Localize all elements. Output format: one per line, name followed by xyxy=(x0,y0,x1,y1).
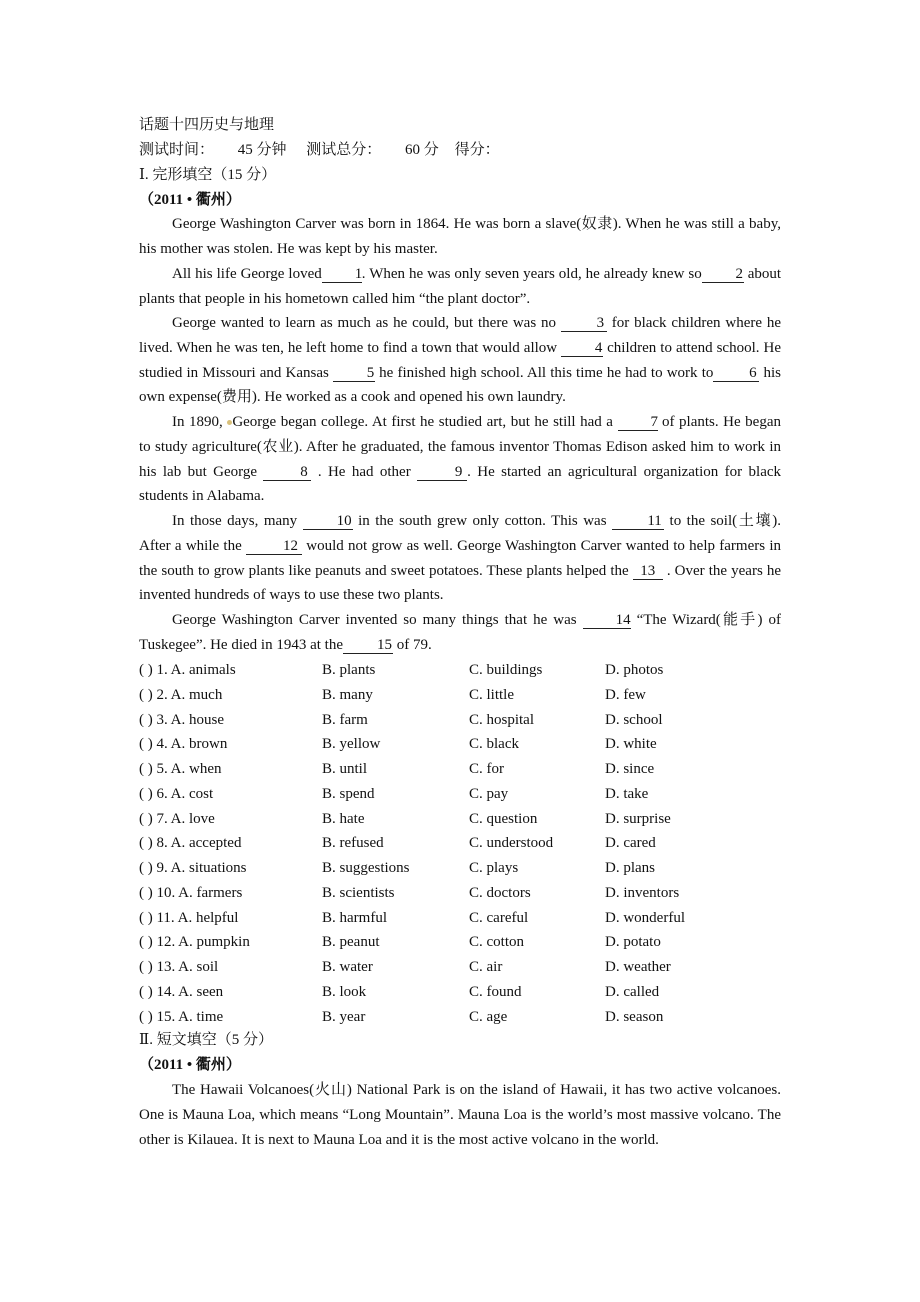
question-5-option-d: D. since xyxy=(605,761,655,777)
question-4-option-b: B. yellow xyxy=(322,736,381,753)
blank-9: 9 xyxy=(417,464,467,481)
question-10-option-d: D. inventors xyxy=(605,884,680,901)
section1-source: （2011 • 衢州） xyxy=(139,192,241,208)
question-7-option-c: C. question xyxy=(469,810,538,827)
question-2-option-d: D. few xyxy=(605,686,646,703)
paragraph-3: George wanted to learn as much as he could, but there was no 3 for black children where he lived. When he was ten, he left home to find a town that would allow 4 children to attend school. He studied in Missouri and Kansas 5 he finished high school. All this time he had to work to 6 his own expense(费用). He worked as a cook and opened his own laundry. xyxy=(139,315,782,406)
blank-8: 8 xyxy=(263,464,311,481)
blank-12: 12 xyxy=(246,538,302,555)
question-15-option-d: D. season xyxy=(605,1008,664,1025)
question-13-option-b: B. water xyxy=(322,959,373,975)
question-9-option-a: ( ) 9. A. situations xyxy=(139,860,247,876)
question-1-option-a: ( ) 1. A. animals xyxy=(139,662,236,678)
question-9-option-c: C. plays xyxy=(469,860,519,876)
question-12-option-d: D. potato xyxy=(605,934,661,951)
time-label: 测试时间： xyxy=(139,142,215,158)
question-7-option-b: B. hate xyxy=(322,810,365,827)
question-4-option-c: C. black xyxy=(469,736,519,753)
paragraph-4: In 1890, George began college. At first he studied art, but he still had a 7 of plants. He began to study agriculture(农业). After he graduated, the famous inventor Thomas Edison asked him to work in his lab but George 8 . He had other 9 . He started an agricultural organization for black students in Alabama. xyxy=(139,414,782,505)
blank-11: 11 xyxy=(612,513,664,530)
question-14-option-c: C. found xyxy=(469,983,522,1000)
question-3-option-a: ( ) 3. A. house xyxy=(139,711,224,728)
question-8-option-c: C. understood xyxy=(469,835,554,852)
question-6-option-c: C. pay xyxy=(469,785,509,802)
blank-13: 13 xyxy=(633,563,663,580)
question-5-option-a: ( ) 5. A. when xyxy=(139,761,222,777)
question-4-option-a: ( ) 4. A. brown xyxy=(139,736,228,753)
section2-source: （2011 • 衢州） xyxy=(139,1057,241,1073)
time-value: 45 分钟 xyxy=(237,142,287,158)
blank-14: 14 xyxy=(583,612,631,629)
question-4-option-d: D. white xyxy=(605,736,657,753)
blank-5: 5 xyxy=(333,365,375,382)
score-label: 得分： xyxy=(454,142,500,158)
question-5-option-c: C. for xyxy=(469,761,504,777)
question-14-option-d: D. called xyxy=(605,983,660,1000)
question-14-option-a: ( ) 14. A. seen xyxy=(139,983,224,1000)
question-13-option-a: ( ) 13. A. soil xyxy=(139,959,219,975)
question-15-option-a: ( ) 15. A. time xyxy=(139,1008,224,1025)
section1-title: Ⅰ. 完形填空（15 分） xyxy=(139,167,277,183)
question-1-option-d: D. photos xyxy=(605,662,664,678)
question-9-option-b: B. suggestions xyxy=(322,860,410,876)
question-11-option-d: D. wonderful xyxy=(605,909,685,926)
question-10-option-c: C. doctors xyxy=(469,884,531,901)
blank-2: 2 xyxy=(702,266,744,283)
blank-3: 3 xyxy=(561,315,607,332)
question-8-option-a: ( ) 8. A. accepted xyxy=(139,835,242,852)
paragraph-5: In those days, many 10 in the south grew only cotton. This was 11 to the soil(土壤). After a while the 12 would not grow as well. George Washington Carver wanted to help farmers in the south to grow plants like peanuts and sweet potatoes. These plants helped the 13 . Over the years he invented hundreds of ways to use these two plants. xyxy=(139,513,782,604)
question-3-option-b: B. farm xyxy=(322,711,368,728)
blank-7: 7 xyxy=(618,414,658,431)
total-label: 测试总分： xyxy=(306,142,382,158)
question-13-option-d: D. weather xyxy=(605,959,671,975)
question-11-option-a: ( ) 11. A. helpful xyxy=(139,909,239,926)
blank-10: 10 xyxy=(303,513,353,530)
section2-paragraph: The Hawaii Volcanoes(火山) National Park is on the island of Hawaii, it has two active volcanoes. One is Mauna Loa, which means “Long Mountain”. Mauna Loa is the world’s most massive volcano. The other is Kilauea. It is next to Mauna Loa and it is the most active volcano in the world. xyxy=(139,1082,781,1148)
paragraph-2: All his life George loved 1. When he was only seven years old, he already knew so 2 about plants that people in his hometown called him “the plant doctor”. xyxy=(139,266,782,307)
question-12-option-b: B. peanut xyxy=(322,934,380,951)
question-3-option-d: D. school xyxy=(605,711,663,728)
blank-6: 6 xyxy=(713,365,759,382)
question-10-option-b: B. scientists xyxy=(322,884,395,901)
blank-1: 1 xyxy=(322,266,362,283)
question-6-option-a: ( ) 6. A. cost xyxy=(139,785,214,802)
test-info xyxy=(139,140,500,160)
question-2-option-c: C. little xyxy=(469,686,514,703)
question-11-option-c: C. careful xyxy=(469,909,529,926)
question-7-option-d: D. surprise xyxy=(605,810,671,827)
question-6-option-d: D. take xyxy=(605,785,649,802)
question-14-option-b: B. look xyxy=(322,983,367,1000)
question-3-option-c: C. hospital xyxy=(469,711,535,728)
question-8-option-d: D. cared xyxy=(605,835,656,852)
question-7-option-a: ( ) 7. A. love xyxy=(139,810,215,827)
question-10-option-a: ( ) 10. A. farmers xyxy=(139,884,243,901)
question-6-option-b: B. spend xyxy=(322,785,375,802)
question-2-option-a: ( ) 2. A. much xyxy=(139,686,223,703)
question-15-option-c: C. age xyxy=(469,1008,508,1025)
question-12-option-a: ( ) 12. A. pumpkin xyxy=(139,934,250,951)
question-11-option-b: B. harmful xyxy=(322,909,387,926)
blank-15: 15 xyxy=(343,637,393,654)
total-value: 60 分 xyxy=(405,142,439,158)
question-13-option-c: C. air xyxy=(469,959,503,975)
question-5-option-b: B. until xyxy=(322,761,368,777)
question-12-option-c: C. cotton xyxy=(469,934,524,951)
question-8-option-b: B. refused xyxy=(322,835,384,852)
section2-title: Ⅱ. 短文填空（5 分） xyxy=(139,1032,273,1048)
topic-title: 话题十四历史与地理 xyxy=(139,117,275,133)
question-9-option-d: D. plans xyxy=(605,860,655,876)
blank-4: 4 xyxy=(561,340,603,357)
paragraph-1: George Washington Carver was born in 1864. He was born a slave(奴隶). When he was still a baby, his mother was stolen. He was kept by his master. xyxy=(139,216,781,257)
question-1-option-b: B. plants xyxy=(322,662,376,678)
paragraph-6: George Washington Carver invented so many things that he was 14 “The Wizard(能手) of Tuskegee”. He died in 1943 at the 15 of 79. xyxy=(139,612,782,653)
question-15-option-b: B. year xyxy=(322,1008,366,1025)
question-1-option-c: C. buildings xyxy=(469,662,543,678)
question-2-option-b: B. many xyxy=(322,686,373,703)
